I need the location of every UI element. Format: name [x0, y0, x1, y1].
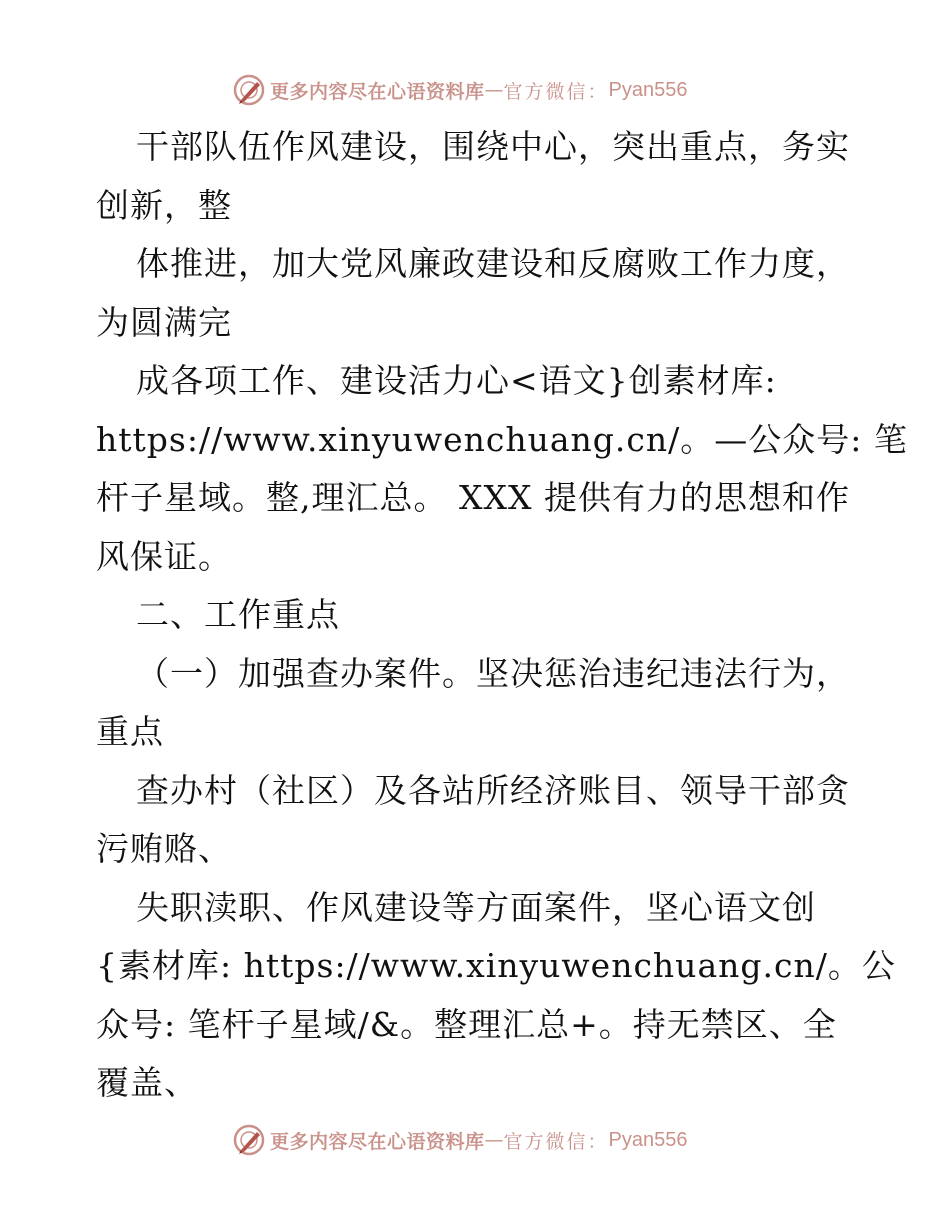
text-line: 风保证。 — [96, 536, 232, 576]
watermark-text: 更多内容尽在心语资料库 — [270, 1130, 485, 1153]
watermark-header — [232, 72, 732, 108]
pen-logo-icon — [232, 1123, 266, 1157]
watermark-id: Pyan556 — [608, 78, 688, 101]
text-line: 成各项工作、建设活力心<语文}创素材库: — [136, 361, 777, 400]
document-body — [96, 118, 908, 1113]
text-line: 体推进，加大党风廉政建设和反腐败工作力度， — [136, 244, 850, 283]
text-line: 创新，整 — [96, 185, 232, 225]
text-line: 失职渎职、作风建设等方面案件，坚心语文创 — [136, 887, 816, 927]
section-heading: 二、工作重点 — [136, 595, 340, 634]
watermark-dash: — — [484, 79, 504, 101]
text-line: 重点 — [96, 712, 164, 751]
watermark-label: 官方微信： — [503, 1130, 609, 1153]
text-line: 众号: 笔杆子星域/&。整理汇总+。持无禁区、全 — [96, 1004, 837, 1044]
watermark-dash: — — [484, 1129, 504, 1151]
text-line: 杆子星域。整,理汇总。 XXX 提供有力的思想和作 — [96, 478, 850, 517]
text-line: 覆盖、 — [96, 1063, 198, 1102]
text-line: （一）加强查办案件。坚决惩治违纪违法行为， — [136, 653, 850, 693]
watermark-id: Pyan556 — [608, 1128, 688, 1151]
text-line: 污贿赂、 — [96, 829, 232, 868]
text-line: 查办村（社区）及各站所经济账目、领导干部贪 — [136, 770, 850, 810]
text-line: 干部队伍作风建设，围绕中心，突出重点，务实 — [136, 127, 850, 166]
watermark-footer — [232, 1122, 732, 1158]
text-line: {素材库: https://www.xinyuwenchuang.cn/。公 — [96, 946, 896, 985]
watermark-label: 官方微信： — [503, 80, 609, 103]
pen-logo-icon — [232, 73, 266, 107]
text-line: https://www.xinyuwenchuang.cn/。—公众号: 笔 — [96, 419, 908, 459]
text-line: 为圆满完 — [96, 302, 232, 342]
watermark-text: 更多内容尽在心语资料库 — [270, 80, 485, 103]
